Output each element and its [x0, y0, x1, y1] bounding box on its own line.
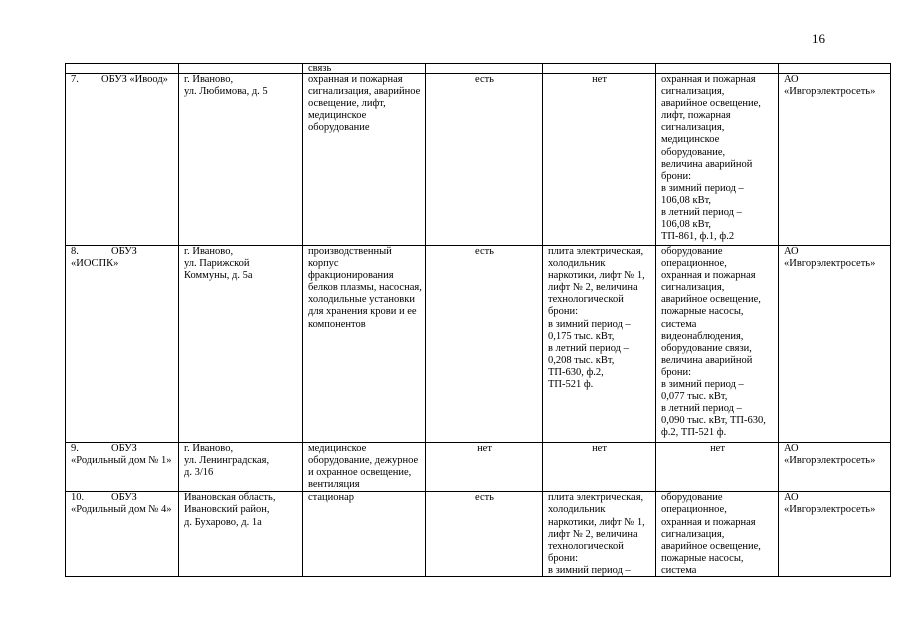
cell-line: сигнализация, аварийное — [308, 86, 421, 98]
cell-line: система — [661, 564, 697, 576]
availability-cell — [426, 74, 543, 246]
cell-line: стационар — [308, 492, 355, 504]
cell-line: «Ивгорэлектросеть» — [784, 86, 876, 98]
consumers-cell — [303, 443, 426, 492]
cell-line: 0,090 тыс. кВт, ТП-630, — [661, 415, 766, 427]
cell-line: холодильник — [548, 504, 606, 516]
cell-line: нет — [710, 443, 725, 454]
cell-line: брони: — [548, 306, 578, 318]
cell-line: оборудование — [661, 246, 723, 257]
cell-line: АО — [784, 492, 799, 504]
consumers-cell — [303, 492, 426, 577]
cell-line: технологической — [548, 540, 624, 552]
cell — [426, 64, 543, 74]
cell-line: холодильные установки — [308, 294, 415, 306]
cell-line: охранная и пожарная — [308, 74, 403, 85]
cell-line: ул. Любимова, д. 5 — [184, 86, 268, 98]
cell-line: АО — [784, 443, 799, 454]
consumers-cell — [303, 246, 426, 443]
availability-cell — [426, 492, 543, 577]
organization-line — [71, 504, 174, 516]
cell-line: сигнализация, — [661, 122, 725, 134]
technological-reserve-cell — [543, 246, 656, 443]
table-row — [66, 74, 891, 246]
cell-line: ТП-521 ф. — [548, 379, 594, 391]
cell — [179, 64, 303, 74]
cell-text: есть — [475, 492, 494, 504]
supplier-cell — [779, 443, 891, 492]
availability-cell — [426, 246, 543, 443]
cell-line: г. Иваново, — [184, 246, 234, 257]
organization-line — [71, 492, 174, 504]
cell-line: охранная и пожарная — [661, 516, 756, 528]
cell-line: д. 3/16 — [184, 467, 214, 479]
cell-line: аварийное освещение, — [661, 294, 761, 306]
cell-line: медицинское — [308, 443, 367, 454]
table-row-continuation — [66, 64, 891, 74]
cell-line: фракционирования — [308, 270, 394, 282]
row-number: 10. — [71, 492, 85, 504]
cell-line: 106,08 кВт, — [661, 219, 712, 231]
organization-line — [71, 443, 174, 455]
cell-line: «Ивгорэлектросеть» — [784, 504, 876, 516]
cell-line: «Ивгорэлектросеть» — [784, 455, 876, 467]
cell-line: г. Иваново, — [184, 74, 234, 85]
cell-line: пожарные насосы, — [661, 306, 744, 318]
cell-line: медицинское — [308, 110, 367, 122]
cell-line: АО — [784, 74, 799, 85]
supplier-cell — [779, 74, 891, 246]
organization-line — [71, 258, 174, 270]
cell-line: 0,208 тыс. кВт, — [548, 354, 615, 366]
cell-line: Ивановский район, — [184, 504, 270, 516]
cell-line: в летний период – — [661, 403, 742, 415]
cell — [779, 64, 891, 74]
cell-line: технологической — [548, 294, 624, 306]
cell-line: в летний период – — [661, 207, 742, 219]
cell-line: брони: — [548, 552, 578, 564]
cell-line: величина аварийной — [661, 158, 753, 170]
technological-reserve-cell — [543, 443, 656, 492]
organization-line — [71, 74, 174, 86]
cell-line: охранная и пожарная — [661, 74, 756, 85]
emergency-reserve-cell — [656, 246, 779, 443]
cell-line: лифт № 2, величина — [548, 528, 638, 540]
cell-line: видеонаблюдения, — [661, 330, 744, 342]
cell — [303, 64, 426, 74]
cell-line: корпус — [308, 258, 339, 270]
cell-line: оборудование связи, — [661, 342, 752, 354]
cell-line: наркотики, лифт № 1, — [548, 270, 645, 282]
cell-line: ТП-861, ф.1, ф.2 — [661, 231, 735, 243]
emergency-reserve-cell — [656, 443, 779, 492]
row-number: 7. — [71, 74, 79, 85]
organization-name: «Родильный дом № 1» — [71, 455, 172, 467]
cell-line: аварийное освещение, — [661, 98, 761, 110]
cell-line: производственный — [308, 246, 392, 257]
cell-text: есть — [475, 74, 494, 85]
technological-reserve-cell — [543, 492, 656, 577]
table-row — [66, 443, 891, 492]
cell-line: пожарные насосы, — [661, 552, 744, 564]
cell-line: сигнализация, — [661, 86, 725, 98]
cell-line: аварийное освещение, — [661, 540, 761, 552]
organization-name: «ИОСПК» — [71, 258, 119, 270]
cell-line: операционное, — [661, 504, 727, 516]
cell-line: операционное, — [661, 258, 727, 270]
address-cell — [179, 492, 303, 577]
cell-line: оборудование — [308, 122, 370, 134]
supplier-cell — [779, 246, 891, 443]
row-number: 8. — [71, 246, 79, 257]
address-cell — [179, 246, 303, 443]
supplier-cell — [779, 492, 891, 577]
organization-cell — [66, 246, 179, 443]
cell-line: вентиляция — [308, 479, 360, 491]
cell-line: наркотики, лифт № 1, — [548, 516, 645, 528]
cell-line: в зимний период – — [661, 379, 744, 391]
organization-line — [71, 455, 174, 467]
address-cell — [179, 74, 303, 246]
organization-cell — [66, 492, 179, 577]
cell-line: оборудование, — [661, 146, 726, 158]
cell-line: плита электрическая, — [548, 246, 644, 257]
cell-line: нет — [592, 74, 607, 85]
cell-line: 106,08 кВт, — [661, 194, 712, 206]
cell-line: ф.2, ТП-521 ф. — [661, 427, 727, 439]
cell-line: брони: — [661, 170, 691, 182]
cell-line: Коммуны, д. 5а — [184, 270, 253, 282]
cell-text: есть — [475, 246, 494, 257]
cell-line: в зимний период – — [548, 318, 631, 330]
technological-reserve-cell — [543, 74, 656, 246]
cell-line: ул. Ленинградская, — [184, 455, 270, 467]
emergency-reserve-cell — [656, 492, 779, 577]
cell-line: система — [661, 318, 697, 330]
cell-line: сигнализация, — [661, 282, 725, 294]
cell-line: белков плазмы, насосная, — [308, 282, 422, 294]
cell — [543, 64, 656, 74]
emergency-reserve-cell — [656, 74, 779, 246]
organization-name: «Родильный дом № 4» — [71, 504, 172, 516]
cell-line: в зимний период – — [548, 564, 631, 576]
organization-name: ОБУЗ — [111, 443, 137, 454]
consumers-cell — [303, 74, 426, 246]
table-row — [66, 492, 891, 577]
cell-line: величина аварийной — [661, 354, 753, 366]
cell-line: 0,077 тыс. кВт, — [661, 391, 728, 403]
cell-line: охранная и пожарная — [661, 270, 756, 282]
document-table — [65, 63, 891, 577]
table-row — [66, 246, 891, 443]
cell-line: д. Бухарово, д. 1а — [184, 516, 262, 528]
cell-line: «Ивгорэлектросеть» — [784, 258, 876, 270]
availability-cell — [426, 443, 543, 492]
cell-line: оборудование — [661, 492, 723, 504]
cell-line: для хранения крови и ее — [308, 306, 417, 318]
cell-text: нет — [477, 443, 492, 454]
cell-line: лифт № 2, величина — [548, 282, 638, 294]
row-number: 9. — [71, 443, 79, 454]
cell-text: связь — [308, 63, 332, 74]
organization-cell — [66, 74, 179, 246]
organization-line — [71, 246, 174, 258]
cell-line: освещение, лифт, — [308, 98, 386, 110]
cell-line: г. Иваново, — [184, 443, 234, 454]
cell-line: оборудование, дежурное — [308, 455, 419, 467]
cell-line: 0,175 тыс. кВт, — [548, 330, 615, 342]
cell — [66, 64, 179, 74]
cell-line: медицинское — [661, 134, 720, 146]
address-cell — [179, 443, 303, 492]
cell-line: плита электрическая, — [548, 492, 644, 504]
organization-name: ОБУЗ — [111, 246, 137, 257]
cell-line: ул. Парижской — [184, 258, 250, 270]
cell-line: и охранное освещение, — [308, 467, 412, 479]
cell-line: Ивановская область, — [184, 492, 276, 504]
cell — [656, 64, 779, 74]
cell-line: сигнализация, — [661, 528, 725, 540]
organization-name: ОБУЗ — [111, 492, 137, 504]
cell-line: брони: — [661, 366, 691, 378]
page-number: 16 — [812, 31, 825, 46]
cell-line: холодильник — [548, 258, 606, 270]
cell-line: ТП-630, ф.2, — [548, 366, 604, 378]
cell-line: в летний период – — [548, 342, 629, 354]
cell-line: лифт, пожарная — [661, 110, 731, 122]
cell-line: компонентов — [308, 318, 366, 330]
organization-cell — [66, 443, 179, 492]
cell-line: АО — [784, 246, 799, 257]
cell-line: нет — [592, 443, 607, 454]
organization-name: ОБУЗ «Ивоод» — [101, 74, 168, 85]
cell-line: в зимний период – — [661, 182, 744, 194]
